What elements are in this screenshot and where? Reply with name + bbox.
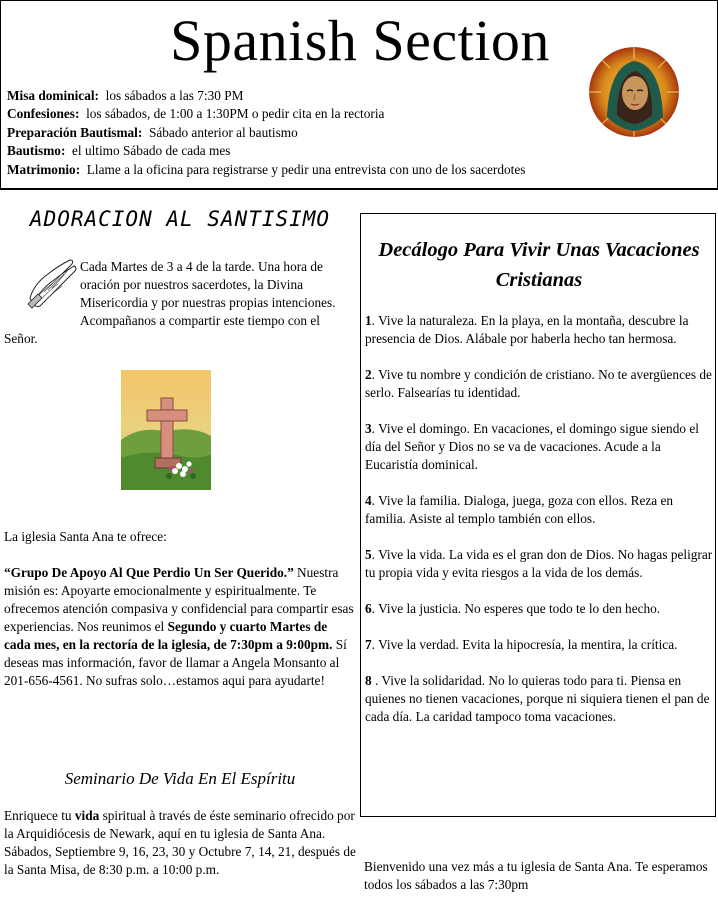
adoracion-title: ADORACION AL SANTISIMO [29, 207, 331, 231]
item-number: 4 [365, 493, 372, 508]
decalogo-list [365, 312, 713, 744]
cross-with-flowers-icon [121, 370, 211, 490]
item-text: Vive la justicia. No esperes que todo te lo den hecho. [378, 601, 661, 616]
item-separator: . [371, 601, 379, 616]
schedule-text: los sábados, de 1:00 a 1:30PM o pedir cita en la rectoria [86, 106, 385, 122]
adoracion-text: Cada Martes de 3 a 4 de la tarde. Una hora de oración por nuestros sacerdotes, la Divina Misericordia y por nuestras propias intenciones. Acompañanos a compartir este tiempo con el Señor. [4, 259, 336, 346]
seminario-title: Seminario De Vida En El Espíritu [64, 769, 296, 788]
grupo-schedule: Segundo y cuarto Martes de cada mes, en la rectoría de la iglesia, de 7:30pm a 9:00pm. [4, 619, 333, 652]
item-number: 8 [365, 673, 372, 688]
item-number: 1 [365, 313, 372, 328]
item-text: Vive el domingo. En vacaciones, el domingo sigue siendo el día del Señor y Dios no se va de vacaciones. Acude a la Eucaristía dominical. [365, 421, 699, 472]
list-item [365, 420, 713, 474]
list-item [365, 636, 713, 654]
schedule-label: Matrimonio [7, 161, 76, 177]
seminario-paragraph [4, 807, 356, 879]
adoracion-text-block [4, 258, 356, 348]
item-text: Vive la vida. La vida es el gran don de Dios. No hagas peligrar tu propia vida y evita riesgos a la vida de los demás. [365, 547, 713, 580]
seminario-text: Enriquece tu [4, 808, 75, 823]
item-text: Vive la naturaleza. En la playa, en la montaña, descubre la presencia de Dios. Alábale por haberla hecho tan hermosa. [365, 313, 689, 346]
schedule-line: Bautismo: el ultimo Sábado de cada mes [7, 143, 231, 159]
schedule-line: Confesiones: los sábados, de 1:00 a 1:30PM o pedir cita en la rectoria [7, 106, 385, 122]
left-column [4, 196, 356, 877]
list-item [365, 546, 713, 582]
item-separator: . [371, 547, 379, 562]
seminario-bold: vida [74, 808, 100, 823]
grupo-name: “Grupo De Apoyo Al Que Perdio Un Ser Querido.” [4, 565, 294, 580]
schedule-line: Preparación Bautismal: Sábado anterior al bautismo [7, 124, 298, 140]
schedule-label: Preparación Bautismal [7, 124, 138, 140]
list-item [365, 600, 713, 618]
list-item [365, 672, 713, 726]
item-text: Vive la verdad. Evita la hipocresía, la mentira, la crítica. [378, 637, 678, 652]
item-separator: . [371, 421, 379, 436]
schedule-text: Llame a la oficina para registrarse y pedir una entrevista con uno de los sacerdotes [86, 161, 526, 177]
schedule-label: Misa dominical [7, 88, 95, 103]
seminario-text: spiritual à través de éste seminario ofrecido por la Arquidiócesis de Newark, aquí en tu iglesia de Santa Ana. Sábados, Septiembre 9, 16, 23, 30 y Octubre 7, 14, 21, después de la Santa Misa, de 8:30 p.m. a 10:00 p.m. [4, 808, 356, 877]
decalogo-title: Decálogo Para Vivir Unas Vacaciones Cristianas [378, 239, 700, 291]
item-separator: . [371, 637, 379, 652]
item-number: 6 [365, 601, 372, 616]
item-text: Vive la solidaridad. No lo quieras todo para ti. Piensa en quienes no tienen vacaciones, porque ni siquiera tienen el pan de cada día. La caridad tampoco toma vacaciones. [365, 673, 710, 724]
item-separator: . [371, 493, 379, 508]
virgin-of-guadalupe-icon [589, 47, 679, 137]
schedule-text: Sábado anterior al bautismo [148, 124, 298, 140]
item-number: 3 [365, 421, 372, 436]
item-separator: . [371, 367, 379, 382]
iglesia-intro: La iglesia Santa Ana te ofrece: [4, 529, 167, 544]
list-item [365, 312, 713, 348]
schedule-line: Matrimonio: Llame a la oficina para registrarse y pedir una entrevista con uno de los sacerdotes [7, 161, 526, 177]
schedule-line: Misa dominical: los sábados a las 7:30 PM [7, 88, 244, 103]
item-separator: . [371, 673, 382, 688]
schedule-label: Bautismo [7, 143, 61, 159]
closing-message: Bienvenido una vez más a tu iglesia de Santa Ana. Te esperamos todos los sábados a las 7:30pm [364, 859, 708, 892]
schedule-label: Confesiones [7, 106, 75, 122]
item-number: 2 [365, 367, 372, 382]
list-item [365, 492, 713, 528]
item-number: 5 [365, 547, 372, 562]
schedule-text: el ultimo Sábado de cada mes [72, 143, 231, 159]
header-box [0, 0, 718, 190]
schedule-text: los sábados a las 7:30 PM [105, 88, 244, 103]
grupo-text: Nuestra misión es: Apoyarte emocionalmente y espiritualmente. Te ofrecemos atención compasiva y confidencial para compartir esas experiencias. Nos reunimos el [4, 565, 354, 634]
item-number: 7 [365, 637, 372, 652]
decalogo-box [360, 213, 716, 817]
page-title: Spanish Section [170, 8, 550, 73]
item-text: Vive tu nombre y condición de cristiano. No te avergüences de serlo. Falsearías tu identidad. [365, 367, 712, 400]
grupo-contact: Sí deseas mas información, favor de llamar a Angela Monsanto al 201-656-4561. No sufras solo…estamos aqui para ayudarte! [4, 637, 347, 688]
item-separator: . [371, 313, 379, 328]
item-text: Vive la familia. Dialoga, juega, goza con ellos. Reza en familia. Asiste al templo también con ellos. [365, 493, 674, 526]
list-item [365, 366, 713, 402]
mass-schedule [7, 87, 525, 179]
grupo-apoyo-paragraph [4, 564, 356, 690]
